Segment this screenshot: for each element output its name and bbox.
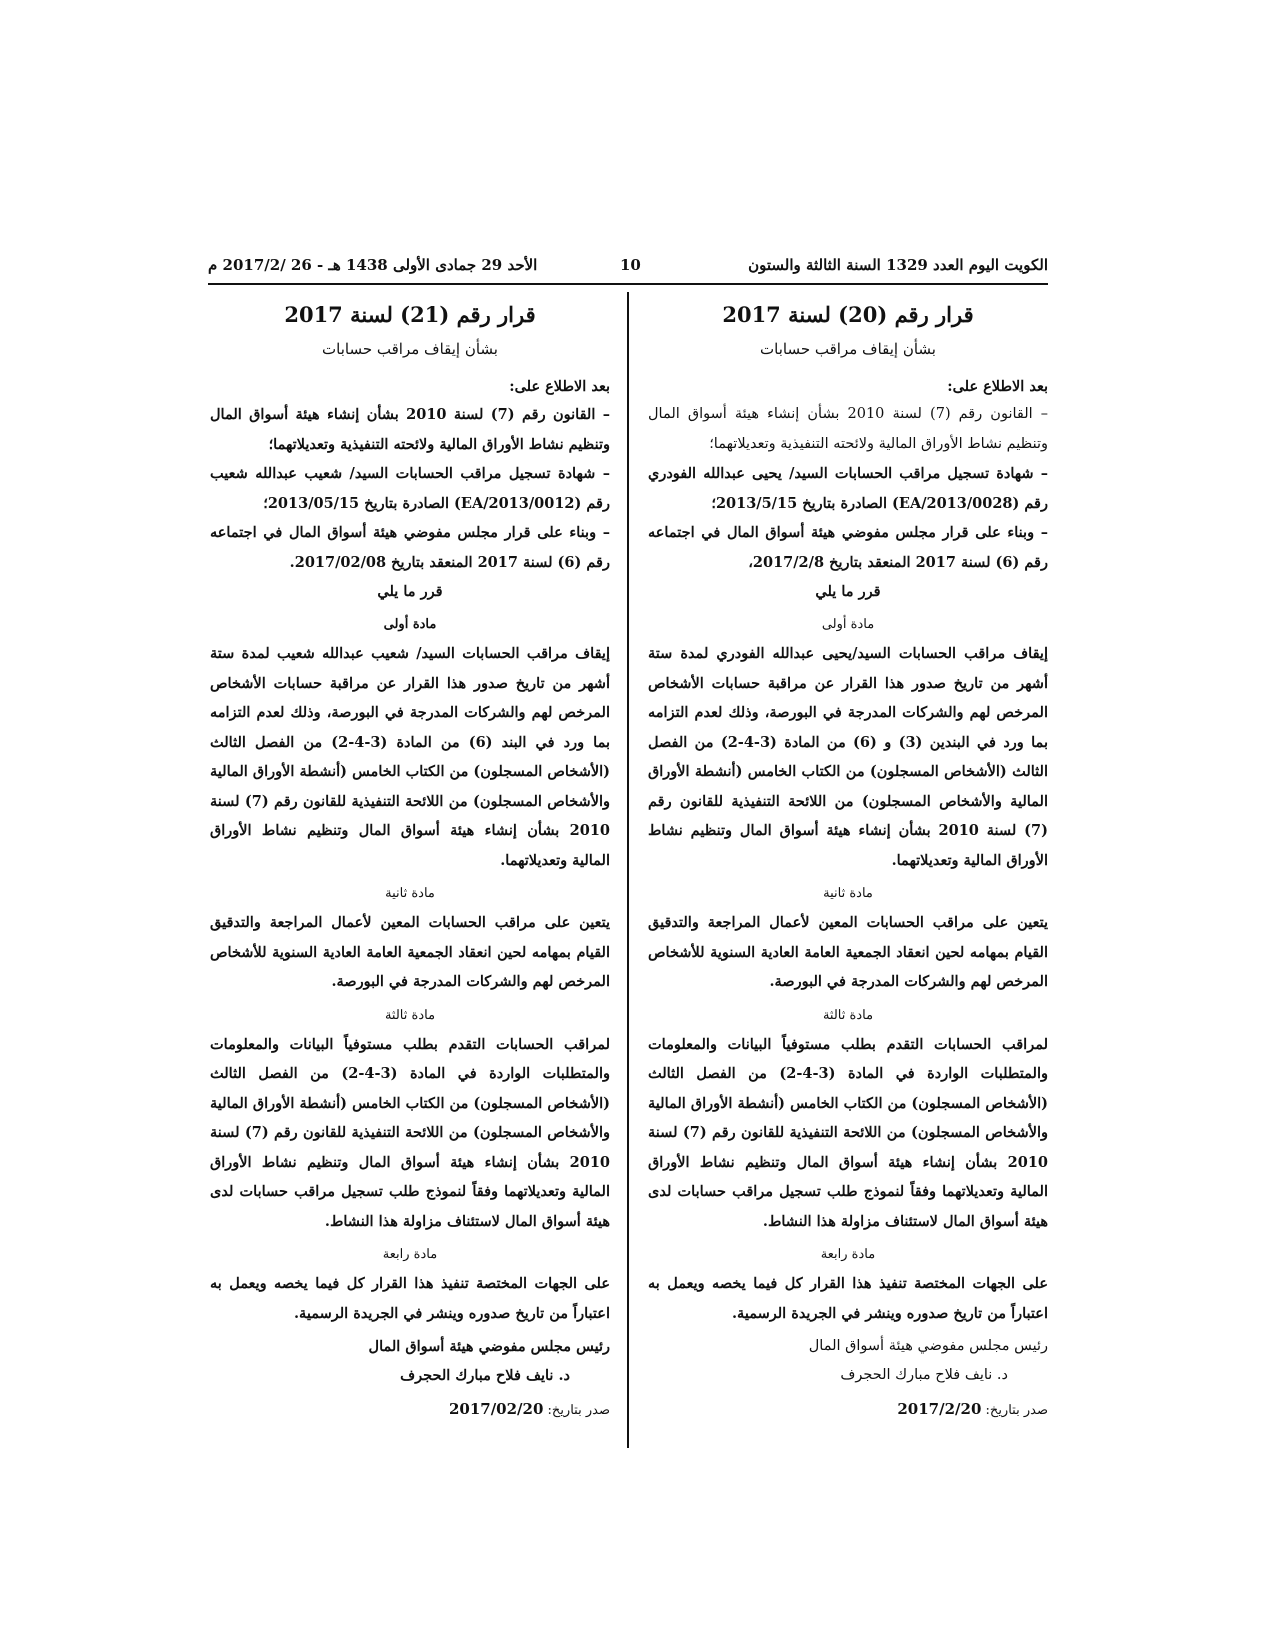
page-header: [208, 256, 1048, 280]
decision-20-column: [648, 292, 1048, 1424]
header-issue: الكويت اليوم العدد 1329 السنة الثالثة والستون: [748, 256, 1048, 274]
decision-21-title: قرار رقم (21) لسنة 2017: [284, 302, 536, 327]
decision-20-whereas-2: – شهادة تسجيل مراقب الحسابات السيد/ يحيى عبدالله الفودري رقم (EA/2013/0028) الصادرة بتاريخ 2013/5/15؛: [648, 465, 1048, 512]
decision-21-issued-label: صدر بتاريخ:: [547, 1403, 610, 1418]
decision-21-article-1-text: إيقاف مراقب الحسابات السيد/ شعيب عبدالله شعيب لمدة ستة أشهر من تاريخ صدور هذا القرار عن مراقبة حسابات الأشخاص المرخص لهم والشركات المدرجة في البورصة، وذلك لعدم التزامه بما ورد في البند (6) من المادة (3-4-2) من الفصل الثالث (الأشخاص المسجلون) من الكتاب الخامس (أنشطة الأوراق المالية والأشخاص المسجلون) من اللائحة التنفيذية للقانون رقم (7) لسنة 2010 بشأن إنشاء هيئة أسواق المال وتنظيم نشاط الأوراق المالية وتعديلاتهما.: [210, 645, 610, 869]
decision-20-article-4-text: على الجهات المختصة تنفيذ هذا القرار كل فيما يخصه ويعمل به اعتباراً من تاريخ صدوره وينشر في الجريدة الرسمية.: [648, 1275, 1048, 1322]
decision-21-whereas-2: – شهادة تسجيل مراقب الحسابات السيد/ شعيب عبدالله شعيب رقم (EA/2013/0012) الصادرة بتاريخ 2013/05/15؛: [210, 465, 610, 512]
decision-20-article-3-text: لمراقب الحسابات التقدم بطلب مستوفياً البيانات والمعلومات والمتطلبات الواردة في المادة (3-4-2) من الفصل الثالث (الأشخاص المسجلون) من الكتاب الخامس (أنشطة الأوراق المالية والأشخاص المسجلون) من اللائحة التنفيذية للقانون رقم (7) لسنة 2010 بشأن إنشاء هيئة أسواق المال وتنظيم نشاط الأوراق المالية وتعديلاتهما وفقاً لنموذج طلب تسجيل مراقب حسابات لدى هيئة أسواق المال لاستئناف مزاولة هذا النشاط.: [648, 1035, 1048, 1230]
decision-20-whereas-1: – القانون رقم (7) لسنة 2010 بشأن إنشاء هيئة أسواق المال وتنظيم نشاط الأوراق المالية ولائحته التنفيذية وتعديلاتهما؛: [648, 406, 1048, 452]
decision-20-article-2-text: يتعين على مراقب الحسابات المعين لأعمال المراجعة والتدقيق القيام بمهامه لحين انعقاد الجمعية العامة العادية السنوية للأشخاص المرخص لهم والشركات المدرجة في البورصة.: [648, 914, 1048, 990]
header-date: الأحد 29 جمادى الأولى 1438 هـ - 26 /2017/2 م: [208, 256, 538, 274]
decision-21-column: [210, 292, 610, 1424]
column-divider: [627, 292, 629, 1448]
decision-21-article-3-heading: مادة ثالثة: [384, 1007, 436, 1023]
decision-21-subtitle: بشأن إيقاف مراقب حسابات: [322, 340, 498, 358]
decision-20-signature-name: د. نايف فلاح مبارك الحجرف: [840, 1367, 1008, 1383]
decision-21-article-2-text: يتعين على مراقب الحسابات المعين لأعمال المراجعة والتدقيق القيام بمهامه لحين انعقاد الجمعية العامة العادية السنوية للأشخاص المرخص لهم والشركات المدرجة في البورصة.: [210, 914, 610, 990]
decision-20-article-4-heading: مادة رابعة: [820, 1247, 876, 1262]
decision-20-issued-date: 2017/2/20: [897, 1400, 982, 1418]
decision-21-issued-date: 2017/02/20: [448, 1400, 544, 1418]
decision-20-article-2-heading: مادة ثانية: [823, 886, 873, 901]
decision-21-whereas-3: – وبناء على قرار مجلس مفوضي هيئة أسواق المال في اجتماعه رقم (6) لسنة 2017 المنعقد بتاريخ 2017/02/08.: [210, 524, 610, 571]
decision-21-decided: قرر ما يلي: [377, 583, 443, 600]
decision-21-signature-name: د. نايف فلاح مبارك الحجرف: [400, 1367, 570, 1384]
decision-21-intro: بعد الاطلاع على:: [509, 378, 610, 395]
decision-20-issued: [648, 1396, 1048, 1424]
decision-20-intro: بعد الاطلاع على:: [947, 378, 1048, 395]
decision-20-subtitle: بشأن إيقاف مراقب حسابات: [760, 340, 936, 358]
decision-20-article-3-heading: مادة ثالثة: [822, 1007, 874, 1023]
decision-21-signature-title: رئيس مجلس مفوضي هيئة أسواق المال: [368, 1338, 610, 1355]
decision-21-whereas-1: – القانون رقم (7) لسنة 2010 بشأن إنشاء هيئة أسواق المال وتنظيم نشاط الأوراق المالية ولائحته التنفيذية وتعديلاتهما؛: [210, 406, 610, 453]
decision-20-issued-label: صدر بتاريخ:: [985, 1403, 1048, 1418]
decision-21-issued: [210, 1396, 610, 1424]
decision-21-article-2-heading: مادة ثانية: [385, 886, 435, 901]
decision-20-signature-title: رئيس مجلس مفوضي هيئة أسواق المال: [808, 1338, 1048, 1354]
decision-20-article-1-text: إيقاف مراقب الحسابات السيد/يحيى عبدالله الفودري لمدة ستة أشهر من تاريخ صدور هذا القرار عن مراقبة حسابات الأشخاص المرخص لهم والشركات المدرجة في البورصة، وذلك لعدم التزامه بما ورد في البندين (3) و (6) من المادة (3-4-2) من الفصل الثالث (الأشخاص المسجلون) من الكتاب الخامس (أنشطة الأوراق المالية والأشخاص المسجلون) من اللائحة التنفيذية للقانون رقم (7) لسنة 2010 بشأن إنشاء هيئة أسواق المال وتنظيم نشاط الأوراق المالية وتعديلاتهما.: [648, 645, 1048, 869]
decision-20-whereas-3: – وبناء على قرار مجلس مفوضي هيئة أسواق المال في اجتماعه رقم (6) لسنة 2017 المنعقد بتاريخ 2017/2/8،: [648, 524, 1048, 571]
header-rule: [208, 283, 1048, 285]
decision-20-decided: قرر ما يلي: [815, 583, 881, 600]
decision-20-article-1-heading: مادة أولى: [821, 617, 875, 632]
decision-21-article-3-text: لمراقب الحسابات التقدم بطلب مستوفياً البيانات والمعلومات والمتطلبات الواردة في المادة (3-4-2) من الفصل الثالث (الأشخاص المسجلون) من الكتاب الخامس (أنشطة الأوراق المالية والأشخاص المسجلون) من اللائحة التنفيذية للقانون رقم (7) لسنة 2010 بشأن إنشاء هيئة أسواق المال وتنظيم نشاط الأوراق المالية وتعديلاتهما وفقاً لنموذج طلب تسجيل مراقب حسابات لدى هيئة أسواق المال لاستئناف مزاولة هذا النشاط.: [210, 1035, 610, 1230]
decision-20-title: قرار رقم (20) لسنة 2017: [722, 302, 974, 327]
decision-21-article-4-heading: مادة رابعة: [382, 1247, 438, 1262]
decision-21-article-1-heading: مادة أولى: [383, 617, 437, 632]
page-number: 10: [620, 256, 641, 274]
decision-21-article-4-text: على الجهات المختصة تنفيذ هذا القرار كل فيما يخصه ويعمل به اعتباراً من تاريخ صدوره وينشر في الجريدة الرسمية.: [210, 1275, 610, 1322]
